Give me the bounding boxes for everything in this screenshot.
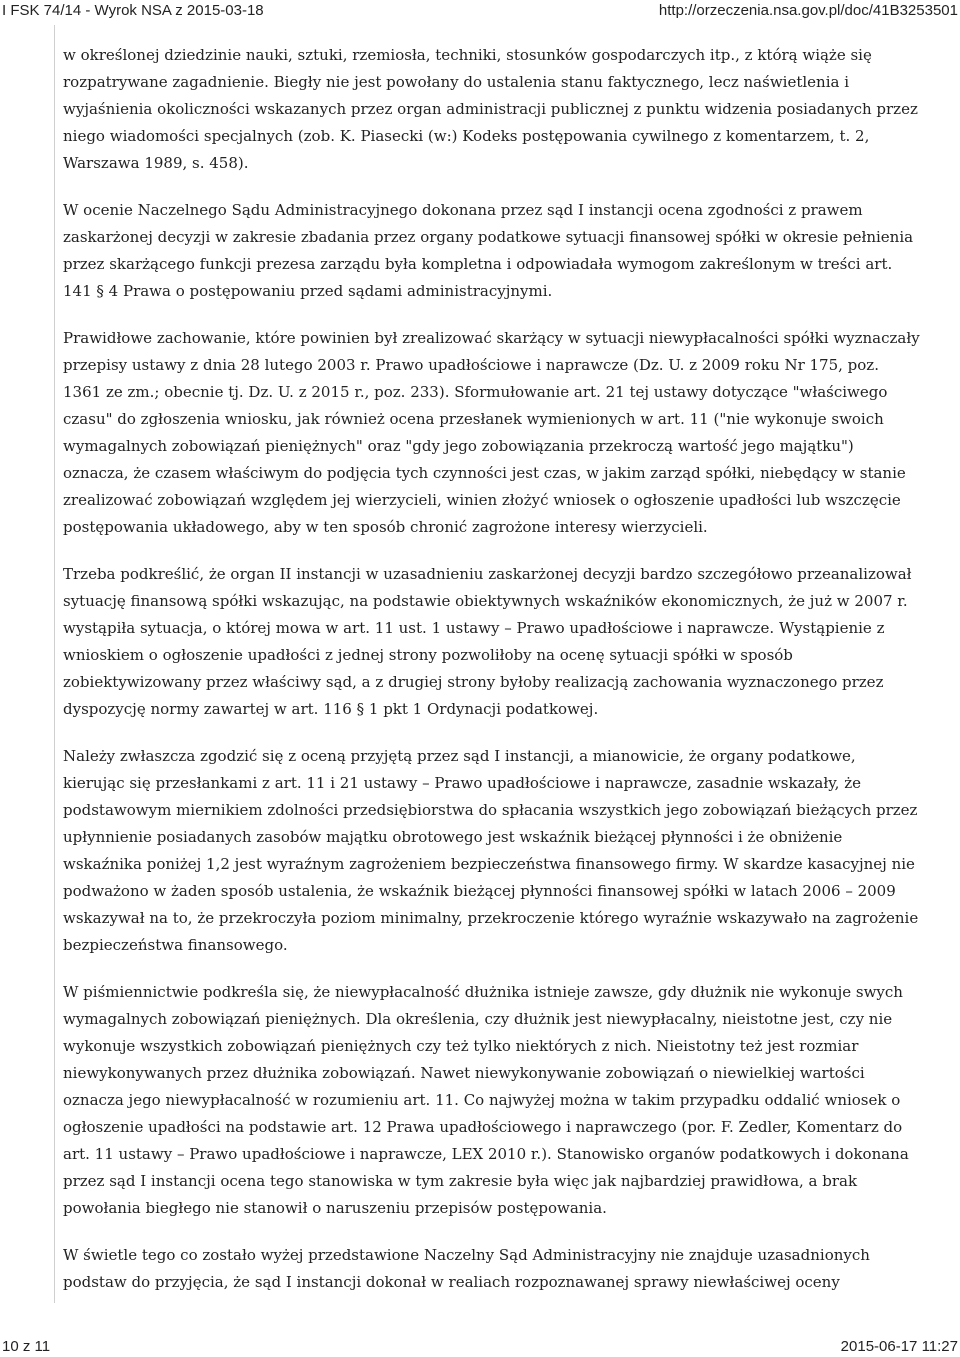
- print-timestamp: 2015-06-17 11:27: [840, 1338, 958, 1355]
- page-number: 10 z 11: [2, 1338, 51, 1355]
- paragraph-1: w określonej dziedzinie nauki, sztuki, rzemiosła, techniki, stosunków gospodarczych itp., z którą wiąże się rozpatrywane zagadnienie. Biegły nie jest powołany do ustalenia stanu faktycznego, lecz naświetlenia i wyjaśnienia okoliczności wskazanych przez organ administracji publicznej z punktu widzenia posiadanych przez niego wiadomości specjalnych (zob. K. Piasecki (w:) Kodeks postępowania cywilnego z komentarzem, t. 2, Warszawa 1989, s. 458).: [63, 46, 918, 172]
- paragraph-5: Należy zwłaszcza zgodzić się z oceną przyjętą przez sąd I instancji, a mianowicie, że organy podatkowe, kierując się przesłankami z art. 11 i 21 ustawy – Prawo upadłościowe i naprawcze, zasadnie wskazały, że podstawowym miernikiem zdolności przedsiębiorstwa do spłacania wszystkich jego zobowiązań bieżących przez upłynnienie posiadanych zasobów majątku obrotowego jest wskaźnik bieżącej płynności i że obniżenie wskaźnika poniżej 1,2 jest wyraźnym zagrożeniem bezpieczeństwa finansowego firmy. W skardze kasacyjnej nie podważono w żaden sposób ustalenia, że wskaźnik bieżącej płynności finansowej spółki w latach 2006 – 2009 wskazywał na to, że przekroczyła poziom minimalny, przekroczenie którego wyraźnie wskazywało na zagrożenie bezpieczeństwa finansowego.: [63, 747, 919, 954]
- paragraph-7: W świetle tego co zostało wyżej przedstawione Naczelny Sąd Administracyjny nie znajduje uzasadnionych podstaw do przyjęcia, że sąd I instancji dokonał w realiach rozpoznawanej sprawy niewłaściwej oceny: [63, 1246, 870, 1291]
- paragraph-3: Prawidłowe zachowanie, które powinien był zrealizować skarżący w sytuacji niewypłacalności spółki wyznaczały przepisy ustawy z dnia 28 lutego 2003 r. Prawo upadłościowe i naprawcze (Dz. U. z 2009 roku Nr 175, poz. 1361 ze zm.; obecnie tj. Dz. U. z 2015 r., poz. 233). Sformułowanie art. 21 tej ustawy dotyczące "właściwego czasu" do zgłoszenia wniosku, jak również ocena przesłanek wymienionych w art. 11 ("nie wykonuje swoich wymagalnych zobowiązań pieniężnych" oraz "gdy jego zobowiązania przekroczą wartość jego majątku") oznacza, że czasem właściwym do podjęcia tych czynności jest czas, w jakim zarząd spółki, niebędący w stanie zrealizować zobowiązań względem jej wierzycieli, winien złożyć wniosek o ogłoszenie upadłości lub wszczęcie postępowania układowego, aby w ten sposób chronić zagrożone interesy wierzycieli.: [63, 329, 920, 536]
- paragraph-6: W piśmiennictwie podkreśla się, że niewypłacalność dłużnika istnieje zawsze, gdy dłużnik nie wykonuje swych wymagalnych zobowiązań pieniężnych. Dla określenia, czy dłużnik jest niewypłacalny, nieistotne jest, czy nie wykonuje wszystkich zobowiązań pieniężnych czy też tylko niektórych z nich. Nieistotny też jest rozmiar niewykonywanych przez dłużnika zobowiązań. Nawet niewykonywanie zobowiązań o niewielkiej wartości oznacza jego niewypłacalność w rozumieniu art. 11. Co najwyżej można w takim przypadku oddalić wniosek o ogłoszenie upadłości na podstawie art. 12 Prawa upadłościowego i naprawczego (por. F. Zedler, Komentarz do art. 11 ustawy – Prawo upadłościowe i naprawcze, LEX 2010 r.). Stanowisko organów podatkowych i dokonana przez sąd I instancji ocena tego stanowiska w tym zakresie była więc jak najbardziej prawidłowa, a brak powołania biegłego nie stanowił o naruszeniu przepisów postępowania.: [63, 983, 909, 1217]
- document-body: [63, 42, 921, 1296]
- paragraph-4: Trzeba podkreślić, że organ II instancji w uzasadnieniu zaskarżonej decyzji bardzo szczegółowo przeanalizował sytuację finansową spółki wskazując, na podstawie obiektywnych wskaźników ekonomicznych, że już w 2007 r. wystąpiła sytuacja, o której mowa w art. 11 ust. 1 ustawy – Prawo upadłościowe i naprawcze. Wystąpienie z wnioskiem o ogłoszenie upadłości z jednej strony pozwoliłoby na ocenę sytuacji spółki w sposób zobiektywizowany przez właściwy sąd, a z drugiej strony byłoby realizacją zachowania wyznaczonego przez dyspozycję normy zawartej w art. 116 § 1 pkt 1 Ordynacji podatkowej.: [63, 565, 912, 718]
- page-header-url: http://orzeczenia.nsa.gov.pl/doc/41B3253501: [658, 2, 958, 19]
- page-header-title: I FSK 74/14 - Wyrok NSA z 2015-03-18: [2, 2, 264, 19]
- paragraph-2: W ocenie Naczelnego Sądu Administracyjnego dokonana przez sąd I instancji ocena zgodności z prawem zaskarżonej decyzji w zakresie zbadania przez organy podatkowe sytuacji finansowej spółki w okresie pełnienia przez skarżącego funkcji prezesa zarządu była kompletna i odpowiadała wymogom zakreślonym w treści art. 141 § 4 Prawa o postępowaniu przed sądami administracyjnymi.: [63, 201, 914, 300]
